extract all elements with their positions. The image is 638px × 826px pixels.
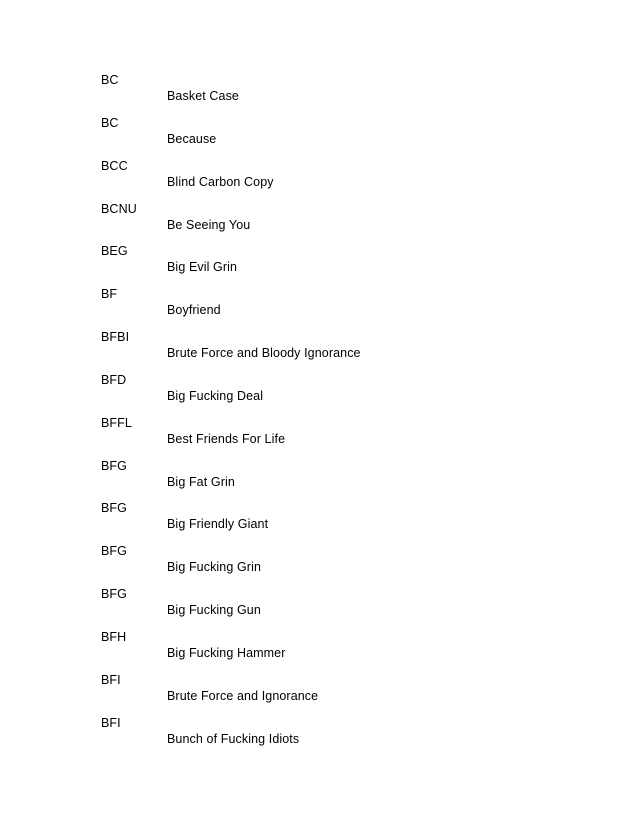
acronym-term: BC xyxy=(101,73,119,87)
acronym-glossary xyxy=(101,72,361,758)
acronym-definition: Big Friendly Giant xyxy=(167,517,269,532)
acronym-definition: Blind Carbon Copy xyxy=(167,174,274,189)
acronym-term: BFI xyxy=(101,672,121,687)
acronym-definition: Boyfriend xyxy=(167,303,221,318)
acronym-term: BFFL xyxy=(101,415,132,430)
glossary-entry xyxy=(101,329,361,372)
acronym-definition: Because xyxy=(167,131,217,146)
acronym-term: BFI xyxy=(101,715,121,730)
acronym-term: BCNU xyxy=(101,201,137,216)
acronym-term: BFG xyxy=(101,458,127,473)
acronym-term: BFG xyxy=(101,544,127,559)
glossary-entry xyxy=(101,500,361,543)
acronym-term: BC xyxy=(101,115,119,130)
glossary-entry xyxy=(101,672,361,715)
acronym-definition: Be Seeing You xyxy=(167,217,251,232)
acronym-definition: Big Fucking Deal xyxy=(167,388,264,403)
acronym-term: BEG xyxy=(101,244,128,259)
glossary-entry xyxy=(101,72,361,115)
acronym-definition: Bunch of Fucking Idiots xyxy=(167,731,300,746)
acronym-definition: Big Fucking Hammer xyxy=(167,645,286,660)
glossary-entry xyxy=(101,243,361,286)
glossary-entry xyxy=(101,458,361,501)
acronym-term: BFG xyxy=(101,501,127,516)
glossary-entry xyxy=(101,629,361,672)
glossary-entry xyxy=(101,586,361,629)
glossary-entry xyxy=(101,115,361,158)
glossary-entry xyxy=(101,372,361,415)
acronym-definition: Brute Force and Bloody Ignorance xyxy=(167,346,361,361)
acronym-term: BF xyxy=(101,287,118,302)
glossary-entry xyxy=(101,715,361,758)
acronym-term: BFG xyxy=(101,587,127,602)
acronym-definition: Big Fucking Gun xyxy=(167,603,261,618)
glossary-entry xyxy=(101,543,361,586)
acronym-term: BFBI xyxy=(101,330,130,345)
acronym-definition: Big Fat Grin xyxy=(167,474,235,489)
glossary-entry xyxy=(101,201,361,244)
acronym-definition: Big Evil Grin xyxy=(167,260,238,275)
glossary-entry xyxy=(101,286,361,329)
glossary-entry xyxy=(101,158,361,201)
glossary-entry xyxy=(101,415,361,458)
acronym-term: BFD xyxy=(101,372,127,387)
acronym-definition: Best Friends For Life xyxy=(167,431,286,446)
acronym-term: BFH xyxy=(101,629,127,644)
acronym-term: BCC xyxy=(101,158,128,173)
acronym-definition: Big Fucking Grin xyxy=(167,560,261,575)
acronym-definition: Basket Case xyxy=(167,89,239,103)
acronym-definition: Brute Force and Ignorance xyxy=(167,688,319,703)
